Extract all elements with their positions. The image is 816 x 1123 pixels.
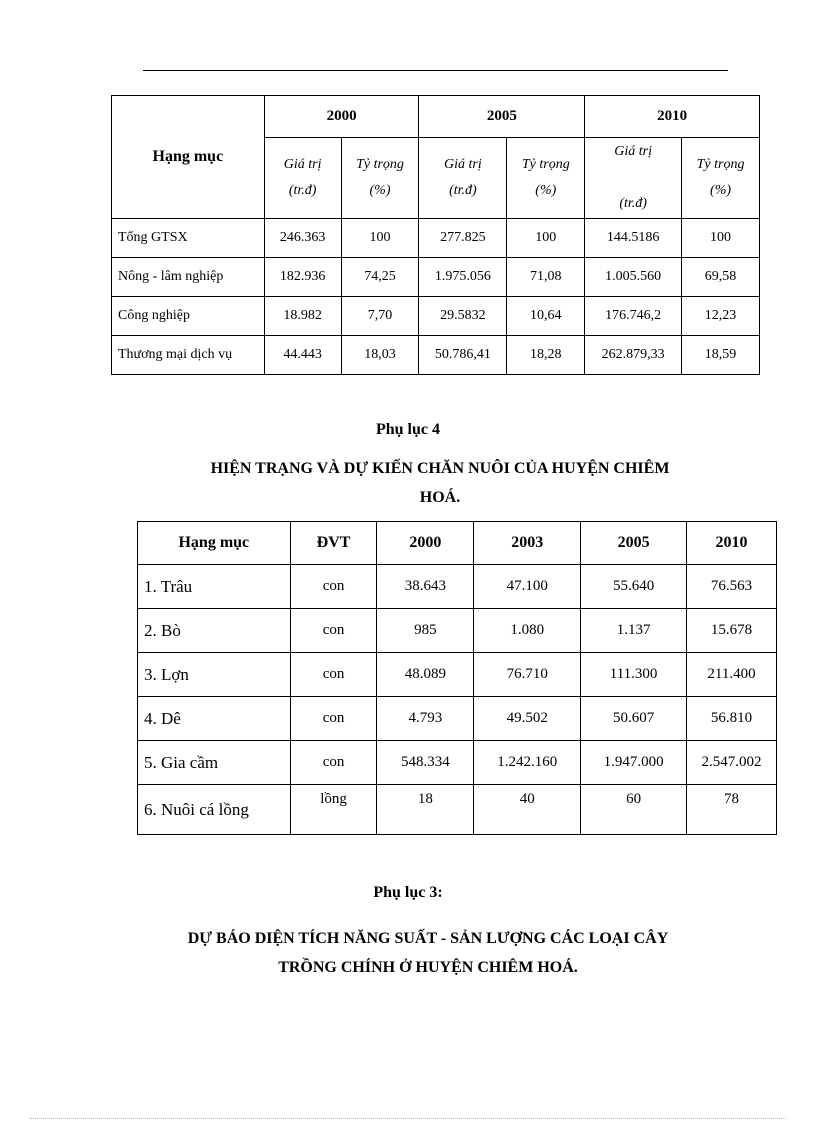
- table-row: 4. Dê con 4.793 49.502 50.607 56.810: [138, 697, 777, 741]
- table-row: 1. Trâu con 38.643 47.100 55.640 76.563: [138, 565, 777, 609]
- value-subheader: Giá trị (tr.đ): [419, 138, 507, 219]
- value-subheader: Giá trị (tr.đ): [264, 138, 341, 219]
- table-row: Thương mại dịch vụ 44.443 18,03 50.786,41 18,28 262.879,33 18,59: [112, 336, 760, 375]
- table-row: 5. Gia cầm con 548.334 1.242.160 1.947.000 2.547.002: [138, 741, 777, 785]
- header-category: Hạng mục: [112, 96, 265, 219]
- table-header-row: Hạng mục ĐVT 2000 2003 2005 2010: [138, 522, 777, 565]
- table-row: 3. Lợn con 48.089 76.710 111.300 211.400: [138, 653, 777, 697]
- appendix3-title: Phụ lục 3:: [373, 884, 443, 901]
- table-row: 6. Nuôi cá lồng lồng 18 40 60 78: [138, 785, 777, 835]
- year-header: 2005: [419, 96, 585, 138]
- economic-structure-table: [111, 95, 760, 375]
- appendix4-title: Phụ lục 4: [375, 421, 440, 438]
- table-row: 2. Bò con 985 1.080 1.137 15.678: [138, 609, 777, 653]
- value-subheader: Giá trị (tr.đ): [585, 138, 682, 219]
- appendix4-heading: HIỆN TRẠNG VÀ DỰ KIẾN CHĂN NUÔI CỦA HUYỆN CHIÊM HOÁ.: [210, 460, 670, 506]
- livestock-table: [137, 521, 777, 835]
- appendix3-heading: DỰ BÁO DIỆN TÍCH NĂNG SUẤT - SẢN LƯỢNG CÁC LOẠI CÂY TRỒNG CHÍNH Ở HUYỆN CHIÊM HOÁ.: [187, 930, 669, 976]
- table-row: Nông - lâm nghiệp 182.936 74,25 1.975.056 71,08 1.005.560 69,58: [112, 258, 760, 297]
- table-row: Tổng GTSX 246.363 100 277.825 100 144.5186 100: [112, 219, 760, 258]
- year-header: 2010: [585, 96, 760, 138]
- year-header: 2000: [264, 96, 419, 138]
- share-subheader: Tỷ trọng (%): [341, 138, 419, 219]
- share-subheader: Tỷ trọng (%): [507, 138, 585, 219]
- top-rule: [143, 70, 728, 71]
- share-subheader: Tỷ trọng (%): [682, 138, 760, 219]
- table-row: Công nghiệp 18.982 7,70 29.5832 10,64 176.746,2 12,23: [112, 297, 760, 336]
- page-bottom-dotted-line: [30, 1118, 786, 1119]
